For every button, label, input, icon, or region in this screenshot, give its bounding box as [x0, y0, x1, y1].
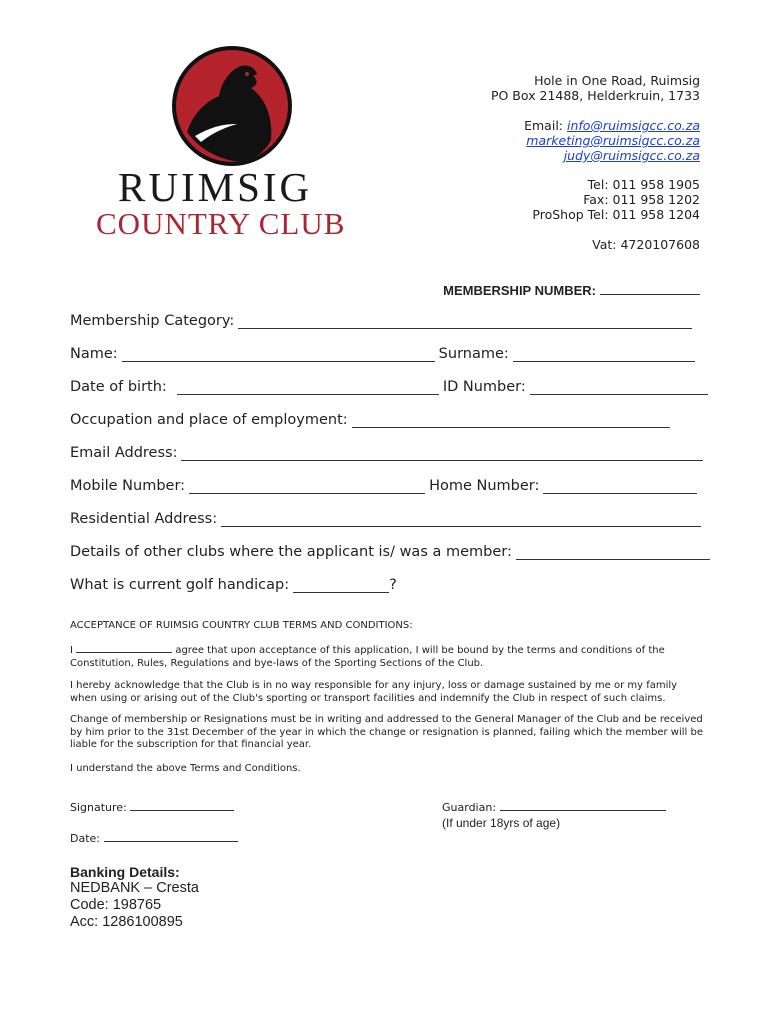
address-line-1: Hole in One Road, Ruimsig — [534, 73, 700, 88]
terms-paragraph-1 — [70, 643, 705, 670]
dob-label: Date of birth: — [70, 379, 167, 395]
occupation-row — [70, 412, 674, 428]
acceptor-name-field[interactable] — [76, 643, 172, 653]
signature-label: Signature: — [70, 801, 127, 814]
signature-row — [70, 801, 234, 814]
membership-number-field[interactable] — [600, 283, 700, 295]
residential-address-field[interactable] — [221, 512, 701, 527]
membership-category-field[interactable] — [238, 314, 692, 329]
email-line-2 — [526, 133, 700, 148]
email-address-field[interactable] — [181, 446, 703, 461]
tel-line: Tel: 011 958 1905 — [587, 177, 700, 192]
other-clubs-row — [70, 544, 714, 560]
terms-paragraph-3: Change of membership or Resignations must be in writing and addressed to the General Manager of the Club and be received by him prior to the 31st December of the year in which the change or resignation is planned, failing which the member will be liable for the subscription for that financial year. — [70, 714, 703, 750]
date-field[interactable] — [104, 832, 238, 842]
name-field[interactable] — [122, 347, 435, 362]
signature-field[interactable] — [130, 801, 234, 811]
residential-address-label: Residential Address: — [70, 511, 218, 527]
id-number-label: ID Number: — [442, 379, 526, 395]
terms-heading: ACCEPTANCE OF RUIMSIG COUNTRY CLUB TERMS AND CONDITIONS: — [70, 620, 413, 631]
email-link-marketing[interactable]: marketing@ruimsigcc.co.za — [526, 133, 700, 148]
membership-category-row — [70, 313, 696, 329]
home-number-field[interactable] — [543, 479, 697, 494]
surname-label: Surname: — [438, 346, 509, 362]
email-label: Email: — [524, 118, 567, 133]
name-label: Name: — [70, 346, 118, 362]
bank-name: NEDBANK – Cresta — [70, 880, 199, 896]
fax-line: Fax: 011 958 1202 — [583, 192, 700, 207]
bank-code: Code: 198765 — [70, 897, 162, 913]
date-row — [70, 832, 238, 845]
email-row — [70, 445, 707, 461]
membership-number — [443, 283, 700, 298]
membership-number-label: MEMBERSHIP NUMBER: — [443, 283, 596, 298]
residential-row — [70, 511, 705, 527]
phone-row — [70, 478, 701, 494]
dob-field[interactable] — [177, 380, 439, 395]
handicap-field[interactable] — [293, 578, 389, 593]
terms-p1-start: I — [70, 645, 73, 656]
membership-category-label: Membership Category: — [70, 313, 235, 329]
email-line — [524, 118, 700, 133]
email-address-label: Email Address: — [70, 445, 178, 461]
terms-paragraph-4: I understand the above Terms and Conditions. — [70, 763, 301, 774]
vat-line: Vat: 4720107608 — [592, 237, 700, 252]
id-number-field[interactable] — [530, 380, 708, 395]
email-link-info[interactable]: info@ruimsigcc.co.za — [566, 118, 700, 133]
date-label: Date: — [70, 832, 100, 845]
occupation-label: Occupation and place of employment: — [70, 412, 348, 428]
email-line-3 — [564, 148, 700, 163]
other-clubs-field[interactable] — [516, 545, 710, 560]
handicap-question-mark: ? — [389, 577, 397, 593]
occupation-field[interactable] — [352, 413, 670, 428]
other-clubs-label: Details of other clubs where the applicant is/ was a member: — [70, 544, 512, 560]
mobile-number-field[interactable] — [189, 479, 425, 494]
proshop-line: ProShop Tel: 011 958 1204 — [532, 207, 700, 222]
guardian-field[interactable] — [500, 801, 666, 811]
terms-paragraph-2: I hereby acknowledge that the Club is in no way responsible for any injury, loss or damage sustained by me or my family when using or arising out of the Club's sporting or transport facilities and indemnify the Club in respect of such claims. — [70, 680, 678, 704]
name-row — [70, 346, 699, 362]
bank-account: Acc: 1286100895 — [70, 914, 183, 930]
surname-field[interactable] — [513, 347, 695, 362]
mobile-number-label: Mobile Number: — [70, 478, 186, 494]
terms-p1-text: agree that upon acceptance of this application, I will be bound by the terms and conditions of the Constitution, Rules, Regulations and bye-laws of the Sporting Sections of the Club. — [70, 645, 665, 669]
handicap-row — [70, 577, 397, 593]
under-18-note: (If under 18yrs of age) — [442, 816, 561, 830]
email-link-judy[interactable]: judy@ruimsigcc.co.za — [563, 148, 700, 163]
guardian-label: Guardian: — [442, 801, 497, 814]
guardian-row — [442, 801, 666, 814]
logo-name: RUIMSIG — [118, 164, 313, 210]
handicap-label: What is current golf handicap: — [70, 577, 290, 593]
home-number-label: Home Number: — [429, 478, 540, 494]
dob-row — [70, 379, 712, 395]
address-line-2: PO Box 21488, Helderkruin, 1733 — [490, 88, 700, 103]
banking-title: Banking Details: — [70, 864, 180, 880]
logo-subtitle: COUNTRY CLUB — [96, 206, 346, 241]
